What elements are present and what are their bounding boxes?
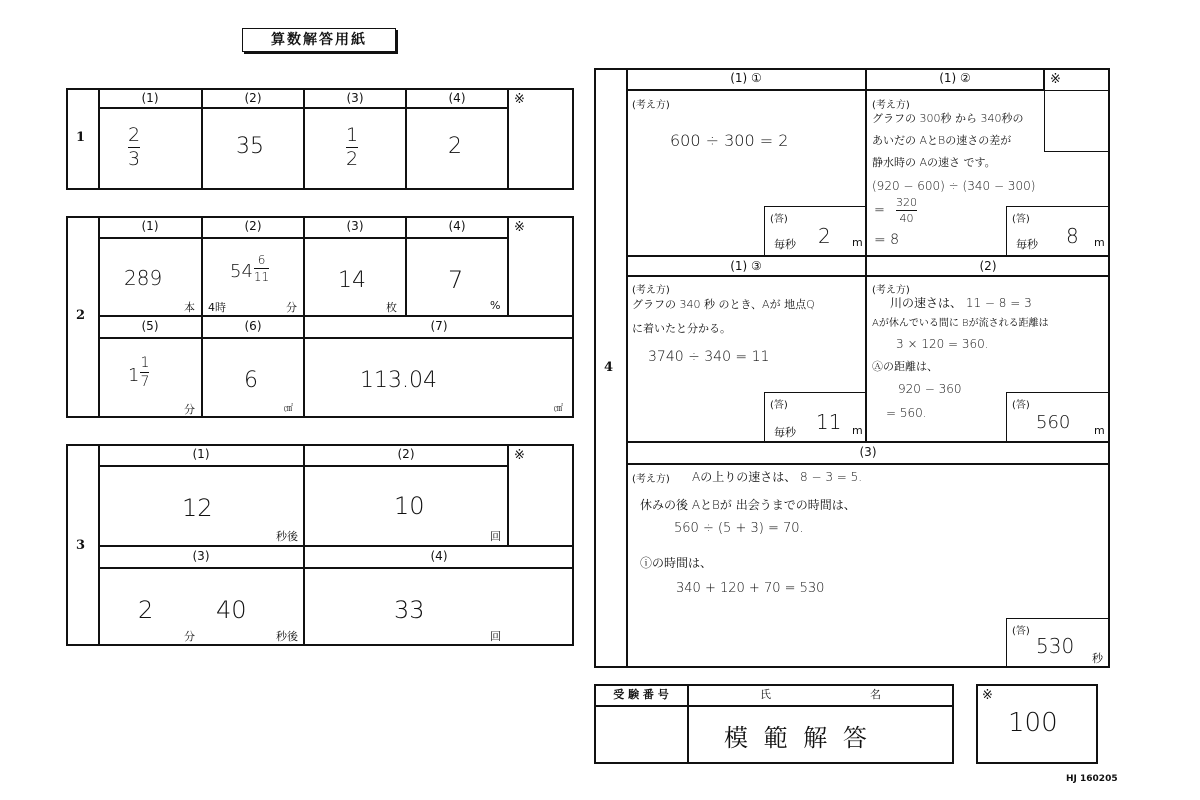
q4-header-1-3: (1) ③: [626, 256, 866, 276]
q4-2-unit: m: [1094, 424, 1105, 437]
name-label-2: 名: [870, 688, 881, 701]
q2-answer-cell-7[interactable]: [304, 338, 574, 418]
q3-unit-3-sec: 秒後: [276, 630, 298, 643]
q4-1-2-eq: =: [874, 203, 885, 218]
q4-1-3-line-3: 3740 ÷ 340 = 11: [648, 349, 770, 365]
page-title: 算数解答用紙: [242, 28, 396, 52]
q4-3-line-1: Aの上りの速さは、 8 − 3 = 5.: [692, 470, 863, 484]
q4-header-3: (3): [626, 442, 1110, 464]
q4-header-1-1: (1) ①: [626, 68, 866, 90]
q3-answer-2: 10: [394, 492, 425, 520]
q4-2-line-3: 3 × 120 = 360.: [896, 337, 989, 351]
q4-1-1-think-label: (考え方): [632, 100, 670, 111]
q2-unit-5: 分: [184, 403, 195, 416]
q1-answer-1: $\frac{2}{3}$: [128, 124, 141, 170]
q1-answer-2: 35: [236, 134, 264, 159]
q4-1-2-fraction: $\frac{320}{40}$: [896, 196, 917, 225]
q3-answer-4: 33: [394, 596, 425, 624]
q3-unit-4: 回: [490, 630, 501, 643]
exam-number-label: 受 験 番 号: [613, 688, 669, 701]
q4-3-line-4: ⓘの時間は、: [640, 556, 713, 570]
q1-header-2: (2): [202, 88, 304, 108]
q4-1-2-line-3: 静水時の Aの速さ です。: [872, 156, 996, 169]
q4-score-mark-symbol: ※: [1050, 72, 1061, 87]
q4-1-2-line-2: あいだの AとBの速さの差が: [872, 134, 1012, 147]
q4-2-think-label: (考え方): [872, 285, 910, 296]
q4-1-1-answer-label: (答): [770, 214, 788, 225]
q2-score-mark: ※: [514, 220, 525, 235]
q4-1-2-line-4: (920 − 600) ÷ (340 − 300): [872, 179, 1036, 193]
question-3-number: 3: [76, 538, 86, 553]
q4-1-2-last: = 8: [874, 232, 900, 248]
q4-1-3-answer: 11: [816, 410, 842, 434]
total-score: 100: [1008, 708, 1058, 738]
q2-unit-6: ㎠: [284, 404, 294, 414]
q2-header-1: (1): [98, 216, 202, 238]
q4-1-3-line-2: に着いたと分かる。: [632, 322, 731, 335]
q4-3-line-2: 休みの後 AとBが 出会うまでの時間は、: [640, 498, 856, 512]
q3-score-mark: ※: [514, 448, 525, 463]
q3-unit-2: 回: [490, 530, 501, 543]
q4-3-line-5: 340 + 120 + 70 = 530: [676, 581, 825, 596]
q3-answer-1: 12: [182, 494, 213, 522]
q3-answer-3-sec: 40: [216, 596, 247, 624]
total-score-mark: ※: [982, 688, 993, 703]
q4-1-3-line-1: グラフの 340 秒 のとき、Aが 地点Q: [632, 298, 815, 311]
q3-header-1: (1): [98, 444, 304, 466]
q3-answer-cell-4[interactable]: [304, 568, 574, 646]
q3-unit-1: 秒後: [276, 530, 298, 543]
q4-2-line-5: 920 − 360: [898, 382, 962, 396]
q1-header-1: (1): [98, 88, 202, 108]
q2-header-4: (4): [406, 216, 508, 238]
q2-unit-1: 本: [184, 301, 195, 314]
q2-header-5: (5): [98, 316, 202, 338]
q4-3-answer-label: (答): [1012, 626, 1030, 637]
name-label-1: 氏: [760, 688, 771, 701]
q4-2-line-2: Aが休んでいる間に Bが流される距離は: [872, 318, 1049, 329]
q4-header-2: (2): [866, 256, 1110, 276]
q4-2-answer: 560: [1036, 412, 1071, 433]
q2-answer-6: 6: [244, 368, 258, 393]
q3-header-3: (3): [98, 546, 304, 568]
q3-header-4: (4): [304, 546, 574, 568]
q2-unit-4: %: [490, 299, 501, 312]
form-code: HJ 160205: [1066, 774, 1118, 784]
q4-1-2-answer: 8: [1066, 224, 1079, 248]
q4-2-line-4: Ⓐの距離は、: [872, 360, 938, 373]
q4-1-1-unit: m: [852, 236, 863, 249]
q2-header-2: (2): [202, 216, 304, 238]
q4-1-3-think-label: (考え方): [632, 285, 670, 296]
q3-unit-3-min: 分: [184, 630, 195, 643]
q4-1-2-answer-label: (答): [1012, 214, 1030, 225]
q2-answer-7: 113.04: [360, 368, 437, 393]
q2-answer-4: 7: [448, 266, 464, 294]
q4-3-line-3: 560 ÷ (5 + 3) = 70.: [674, 521, 804, 536]
q2-answer-5: 1 $\frac{1}{7}$: [128, 355, 150, 390]
q4-1-2-per-sec: 毎秒: [1016, 238, 1038, 251]
q2-unit-3: 枚: [386, 301, 397, 314]
q2-unit-7: ㎠: [554, 404, 564, 414]
q2-header-3: (3): [304, 216, 406, 238]
q3-answer-3-min: 2: [138, 596, 154, 624]
question-2-number: 2: [76, 308, 86, 323]
q2-answer-2: 54 $\frac{6}{11}$: [230, 253, 270, 284]
q2-header-6: (6): [202, 316, 304, 338]
q4-1-3-answer-label: (答): [770, 400, 788, 411]
question-4-number: 4: [604, 360, 614, 375]
q1-answer-cell-1[interactable]: [98, 108, 202, 190]
q4-2-line-1: 川の速さは、 11 − 8 = 3: [890, 296, 1032, 310]
exam-number-field[interactable]: [594, 706, 688, 764]
q4-3-think-label: (考え方): [632, 474, 670, 485]
name-value: 模 範 解 答: [724, 724, 871, 752]
name-label-cell: [688, 684, 954, 706]
q1-header-3: (3): [304, 88, 406, 108]
q4-1-3-per-sec: 毎秒: [774, 426, 796, 439]
q1-score-mark: ※: [514, 92, 525, 107]
q3-header-2: (2): [304, 444, 508, 466]
q4-2-answer-label: (答): [1012, 400, 1030, 411]
q2-prefix-2: 4時: [208, 301, 226, 314]
q1-answer-4: 2: [448, 134, 462, 159]
question-1-number: 1: [76, 130, 86, 145]
q2-unit-2: 分: [286, 301, 297, 314]
q2-answer-1: 289: [124, 266, 163, 290]
q4-3-answer: 530: [1036, 634, 1075, 658]
q4-1-3-unit: m: [852, 424, 863, 437]
q2-answer-3: 14: [338, 268, 366, 293]
q4-1-1-answer: 2: [818, 224, 831, 248]
q4-1-1-per-sec: 毎秒: [774, 238, 796, 251]
q2-header-7: (7): [304, 316, 574, 338]
q4-header-1-2: (1) ②: [866, 68, 1044, 90]
q4-2-line-6: = 560.: [886, 406, 927, 420]
q1-answer-3: $\frac{1}{2}$: [346, 124, 359, 170]
q1-header-4: (4): [406, 88, 508, 108]
q4-3-unit: 秒: [1092, 652, 1103, 665]
q4-1-2-think-label: (考え方): [872, 100, 910, 111]
q4-1-2-line-1: グラフの 300秒 から 340秒の: [872, 112, 1024, 125]
q3-answer-cell-3[interactable]: [98, 568, 304, 646]
q4-1-1-work: 600 ÷ 300 = 2: [670, 131, 789, 150]
q4-1-2-unit: m: [1094, 236, 1105, 249]
